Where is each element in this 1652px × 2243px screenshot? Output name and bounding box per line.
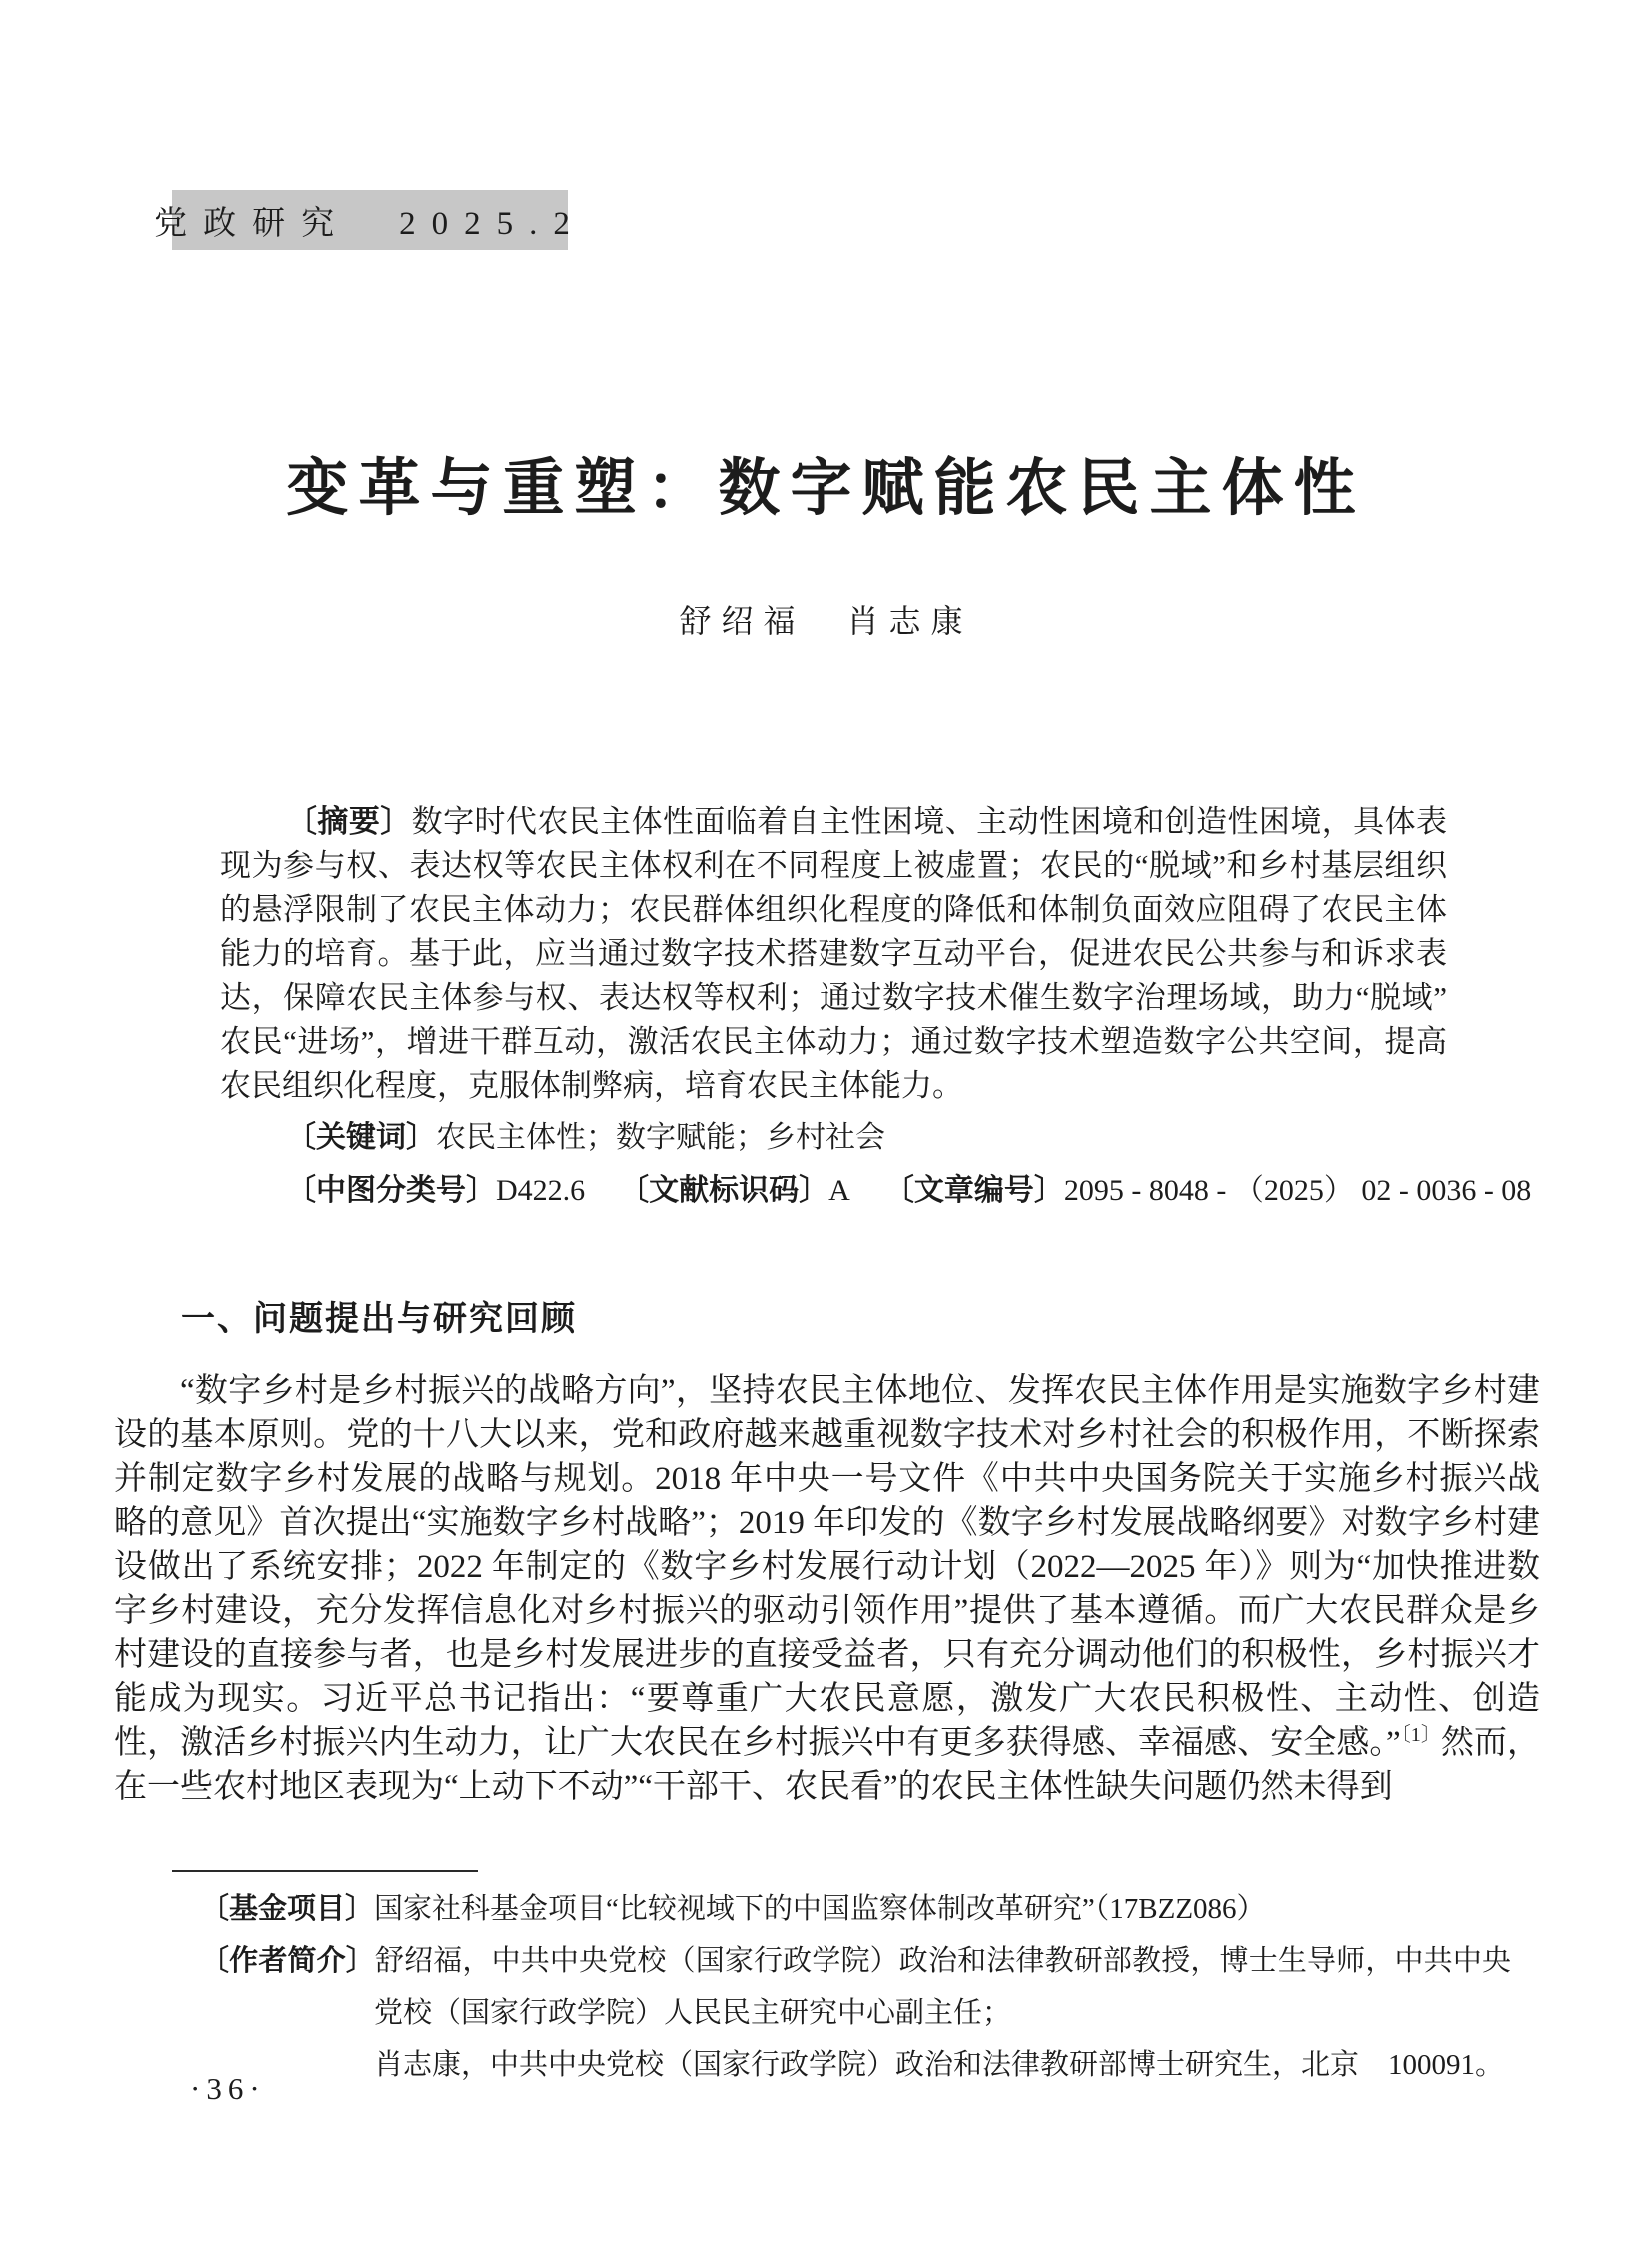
author-bio-text-2: 肖志康，中共中央党校（国家行政学院）政治和法律教研部博士研究生，北京 100091。 (374, 2049, 1505, 2081)
body-paragraph (114, 1369, 1540, 1809)
footnotes-block (200, 1883, 1511, 2091)
author-bio-text-1: 舒绍福，中共中央党校（国家行政学院）政治和法律教研部教授，博士生导师，中共中央党校（国家行政学院）人民民主研究中心副主任； (374, 1945, 1511, 2029)
classification-line (220, 1169, 1532, 1213)
clc-label: 〔中图分类号〕 (286, 1174, 496, 1207)
journal-header-badge (154, 190, 586, 250)
abstract-label: 〔摘要〕 (286, 804, 412, 839)
abstract-block (220, 800, 1532, 1213)
footnote-divider (172, 1870, 478, 1872)
body-text-after-citation: 然而，在一些农村地区表现为“上动下不动”“干部干、农民看”的农民主体性缺失问题仍然未得到 (114, 1725, 1541, 1805)
abstract-text: 数字时代农民主体性面临着自主性困境、主动性困境和创造性困境，具体表现为参与权、表达权等农民主体权利在不同程度上被虚置；农民的“脱域”和乡村基层组织的悬浮限制了农民主体动力；农民群体组织化程度的降低和体制负面效应阻碍了农民主体能力的培育。基于此，应当通过数字技术搭建数字互动平台，促进农民公共参与和诉求表达，保障农民主体参与权、表达权等权利；通过数字技术催生数字治理场域，助力“脱域”农民“进场”，增进干群互动，激活农民主体动力；通过数字技术塑造数字公共空间，提高农民组织化程度，克服体制弊病，培育农民主体能力。 (220, 804, 1448, 1103)
article-title: 变革与重塑：数字赋能农民主体性 (286, 454, 1366, 523)
author-bio-label: 〔作者简介〕 (200, 1945, 375, 1977)
page-number: ·36· (190, 2071, 266, 2106)
journal-header-text: 党政研究 2025.2 (154, 205, 586, 242)
keywords-text: 农民主体性；数字赋能；乡村社会 (436, 1122, 885, 1154)
author-bio-entry-2 (200, 2039, 1511, 2091)
fund-project-label: 〔基金项目〕 (200, 1893, 375, 1925)
fund-project-text: 国家社科基金项目“比较视域下的中国监察体制改革研究”（17BZZ086） (374, 1893, 1266, 1925)
section-heading: 一、问题提出与研究回顾 (181, 1300, 577, 1338)
abstract-paragraph (220, 800, 1447, 1108)
author-bio-entry (200, 1935, 1511, 2039)
clc-value: D422.6 (496, 1174, 586, 1207)
doc-code-value: A (828, 1174, 850, 1207)
doc-code-label: 〔文献标识码〕 (619, 1174, 829, 1207)
body-text-before-citation: “数字乡村是乡村振兴的战略方向”，坚持农民主体地位、发挥农民主体作用是实施数字乡村建设的基本原则。党的十八大以来，党和政府越来越重视数字技术对乡村社会的积极作用，不断探索并制定数字乡村发展的战略与规划。2018 年中央一号文件《中共中央国务院关于实施乡村振兴战略的意见》首次提出“实施数字乡村战略”；2019 年印发的《数字乡村发展战略纲要》对数字乡村建设做出了系统安排；2022 年制定的《数字乡村发展行动计划（2022—2025 年）》则为“加快推进数字乡村建设，充分发挥信息化对乡村振兴的驱动引领作用”提供了基本遵循。而广大农民群众是乡村建设的直接参与者，也是乡村发展进步的直接受益者，只有充分调动他们的积极性，乡村振兴才能成为现实。习近平总书记指出：“要尊重广大农民意愿，激发广大农民积极性、主动性、创造性，激活乡村振兴内生动力，让广大农民在乡村振兴中有更多获得感、幸福感、安全感。” (114, 1373, 1540, 1761)
keywords-line (220, 1117, 1447, 1160)
citation-marker: 〔1〕 (1400, 1724, 1441, 1746)
fund-project-entry (200, 1883, 1511, 1935)
article-no-value: 2095 - 8048 - （2025） 02 - 0036 - 08 (1063, 1174, 1532, 1207)
article-no-label: 〔文章编号〕 (883, 1174, 1064, 1207)
article-authors: 舒绍福 肖志康 (679, 603, 973, 639)
keywords-label: 〔关键词〕 (286, 1122, 436, 1154)
